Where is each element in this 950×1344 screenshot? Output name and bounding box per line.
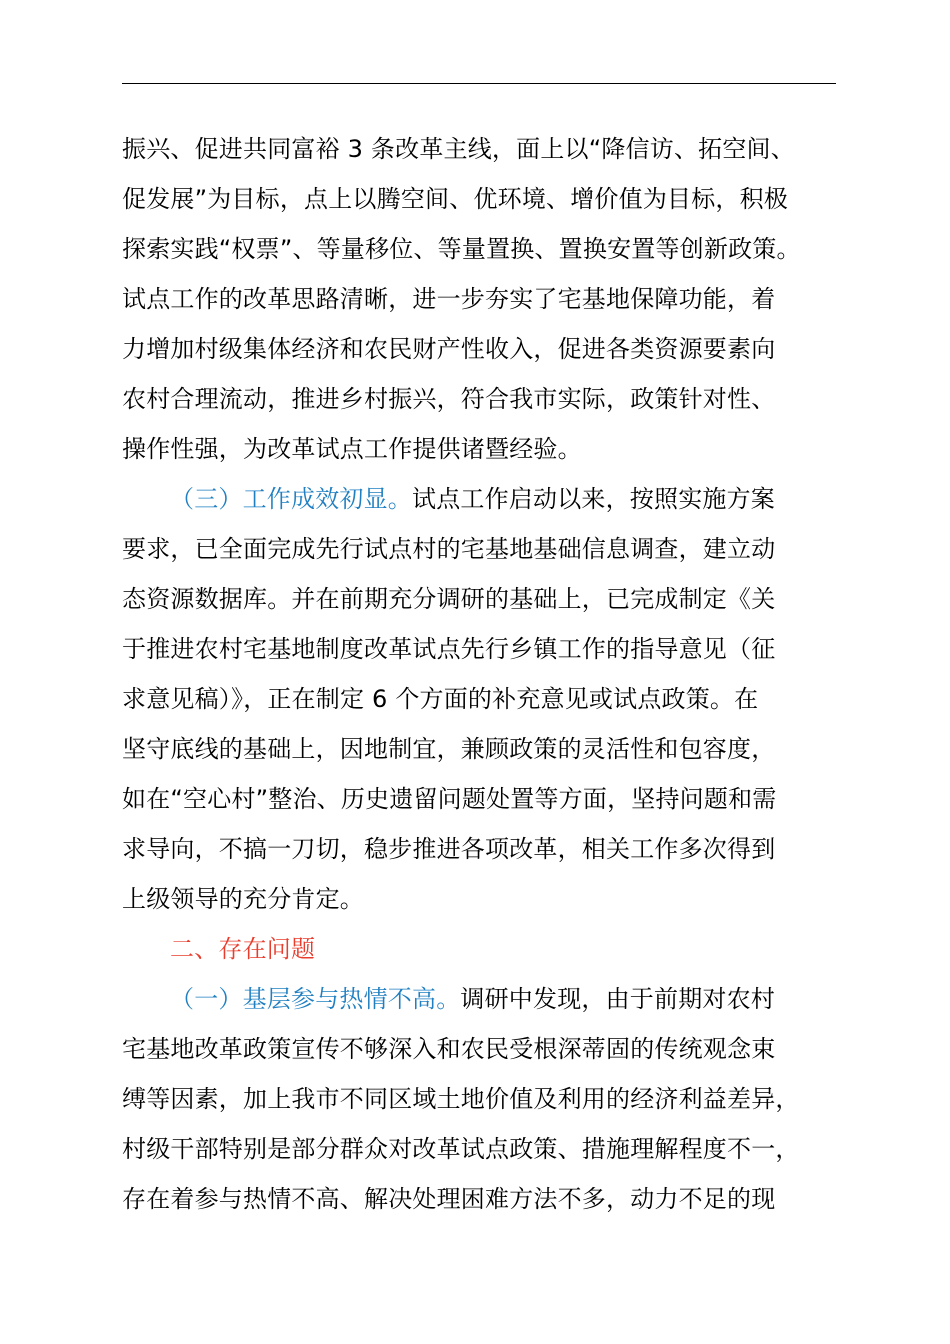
text-line: 试点工作的改革思路清晰，进一步夯实了宅基地保障功能，着 (122, 285, 776, 313)
paragraph-start-line (122, 974, 842, 1024)
text-line: 于推进农村宅基地制度改革试点先行乡镇工作的指导意见（征 (122, 635, 776, 663)
text-line: 坚守底线的基础上，因地制宜，兼顾政策的灵活性和包容度， (122, 735, 776, 763)
paragraph-text: 试点工作启动以来，按照实施方案 (412, 485, 775, 513)
text-line: 村级干部特别是部分群众对改革试点政策、措施理解程度不一， (122, 1135, 800, 1163)
text-line: 促发展”为目标，点上以腾空间、优环境、增价值为目标，积极 (122, 185, 789, 213)
text-line: 要求，已全面完成先行试点村的宅基地基础信息调查，建立动 (122, 535, 776, 563)
subheading-work-results: （三）工作成效初显。 (170, 485, 412, 513)
text-line: 求导向，不搞一刀切，稳步推进各项改革，相关工作多次得到 (122, 835, 776, 863)
text-line: 上级领导的充分肯定。 (122, 885, 364, 913)
paragraph-start-line (122, 474, 842, 524)
text-line: 力增加村级集体经济和农民财产性收入，促进各类资源要素向 (122, 335, 776, 363)
text-line: 宅基地改革政策宣传不够深入和农民受根深蒂固的传统观念束 (122, 1035, 776, 1063)
text-line: 操作性强，为改革试点工作提供诸暨经验。 (122, 435, 582, 463)
text-line: 求意见稿）》，正在制定 6 个方面的补充意见或试点政策。在 (122, 685, 759, 713)
text-line: 存在着参与热情不高、解决处理困难方法不多，动力不足的现 (122, 1185, 776, 1213)
paragraph-text: 调研中发现，由于前期对农村 (460, 985, 776, 1013)
text-line: 如在“空心村”整治、历史遗留问题处置等方面，坚持问题和需 (122, 785, 777, 813)
text-line: 探索实践“权票”、等量移位、等量置换、置换安置等创新政策。 (122, 235, 801, 263)
text-line: 缚等因素，加上我市不同区域土地价值及利用的经济利益差异， (122, 1085, 800, 1113)
text-line: 农村合理流动，推进乡村振兴，符合我市实际，政策针对性、 (122, 385, 776, 413)
section-heading-problems: 二、存在问题 (170, 935, 316, 963)
text-line: 振兴、促进共同富裕 3 条改革主线，面上以“降信访、拓空间、 (122, 135, 795, 163)
text-line: 态资源数据库。并在前期充分调研的基础上，已完成制定《关 (122, 585, 776, 613)
subheading-low-participation: （一）基层参与热情不高。 (170, 985, 461, 1013)
document-body (122, 124, 842, 1224)
header-rule (122, 83, 836, 84)
